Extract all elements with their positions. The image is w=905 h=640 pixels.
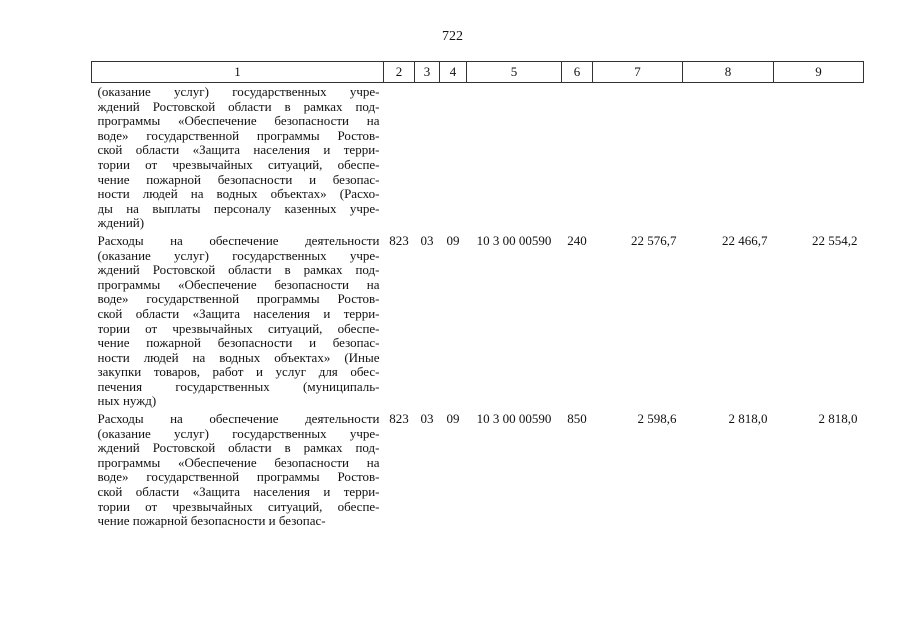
amount-year-3: 22 554,2 [812,232,858,248]
amount-year-2: 2 818,0 [728,411,768,427]
column-header: 4 [440,62,467,83]
description-line: (оказание услуг) государственных учре- [97,426,380,441]
section-code [415,83,440,231]
column-number-row [92,62,864,83]
description-line: ждений Ростовской области в рамках под- [97,263,380,278]
table-row [92,409,864,529]
description-line: программы «Обеспечение безопасности на [97,114,380,129]
amount-year-1: 2 598,6 [637,411,677,427]
description-line: Расходы на обеспечение деятельности [97,233,380,248]
target-article-code: 10 3 00 00590 [476,232,552,248]
description-line: чение пожарной безопасности и безопас- [97,172,380,187]
description-line: воде» государственной программы Ростов- [97,128,380,143]
column-header: 3 [415,62,440,83]
description-line: ской области «Защита населения и терри- [97,485,380,500]
description-line: печения государственных (муниципаль- [97,379,380,394]
description-line: Расходы на обеспечение деятельности [97,412,380,427]
description-line: ской области «Защита населения и терри- [97,143,380,158]
description-line: тории от чрезвычайных ситуаций, обеспе- [97,499,380,514]
target-article-code: 10 3 00 00590 [476,411,552,427]
expense-type-code: 240 [567,232,587,248]
column-header: 9 [774,62,864,83]
subsection-code: 09 [446,232,460,248]
description-line: воде» государственной программы Ростов- [97,292,380,307]
row-description [92,231,384,409]
description-line: (оказание услуг) государственных учре- [97,85,380,99]
subsection-code: 09 [446,411,460,427]
target-article-code [467,83,562,231]
description-line: ждений Ростовской области в рамках под- [97,441,380,456]
description-line: тории от чрезвычайных ситуаций, обеспе- [97,321,380,336]
subsection-code [440,83,467,231]
description-line: воде» государственной программы Ростов- [97,470,380,485]
table-body [92,83,864,529]
description-line: ности людей на водных объектах» (Иные [97,350,380,365]
amount-year-1 [593,83,683,231]
column-header: 7 [593,62,683,83]
column-header: 2 [384,62,415,83]
description-line: ждений) [97,216,145,231]
column-header: 8 [683,62,774,83]
description-line: программы «Обеспечение безопасности на [97,455,380,470]
budget-table [91,61,864,529]
description-line: ждений Ростовской области в рамках под- [97,99,380,114]
table-row [92,231,864,409]
description-line: закупки товаров, работ и услуг для обес- [97,365,380,380]
description-line: ных нужд) [97,394,157,409]
description-line: чение пожарной безопасности и безопас- [97,514,326,529]
section-code: 03 [420,411,434,427]
description-line: ды на выплаты персоналу казенных учре- [97,201,380,216]
page-number: 722 [442,29,463,44]
row-description [92,409,384,529]
description-line: (оказание услуг) государственных учре- [97,248,380,263]
column-header: 6 [562,62,593,83]
column-header: 1 [92,62,384,83]
amount-year-2: 22 466,7 [722,232,768,248]
expense-type-code [562,83,593,231]
description-line: тории от чрезвычайных ситуаций, обеспе- [97,157,380,172]
expense-type-code: 850 [567,411,587,427]
section-code: 03 [420,232,434,248]
description-line: ности людей на водных объектах» (Расхо- [97,187,380,202]
row-description [92,83,384,231]
description-line: чение пожарной безопасности и безопас- [97,336,380,351]
amount-year-3: 2 818,0 [818,411,858,427]
description-line: программы «Обеспечение безопасности на [97,277,380,292]
table-row [92,83,864,231]
grbs-code: 823 [389,411,409,427]
grbs-code: 823 [389,232,409,248]
column-header: 5 [467,62,562,83]
amount-year-2 [683,83,774,231]
description-line: ской области «Защита населения и терри- [97,306,380,321]
amount-year-1: 22 576,7 [631,232,677,248]
grbs-code [384,83,415,231]
amount-year-3 [774,83,864,231]
